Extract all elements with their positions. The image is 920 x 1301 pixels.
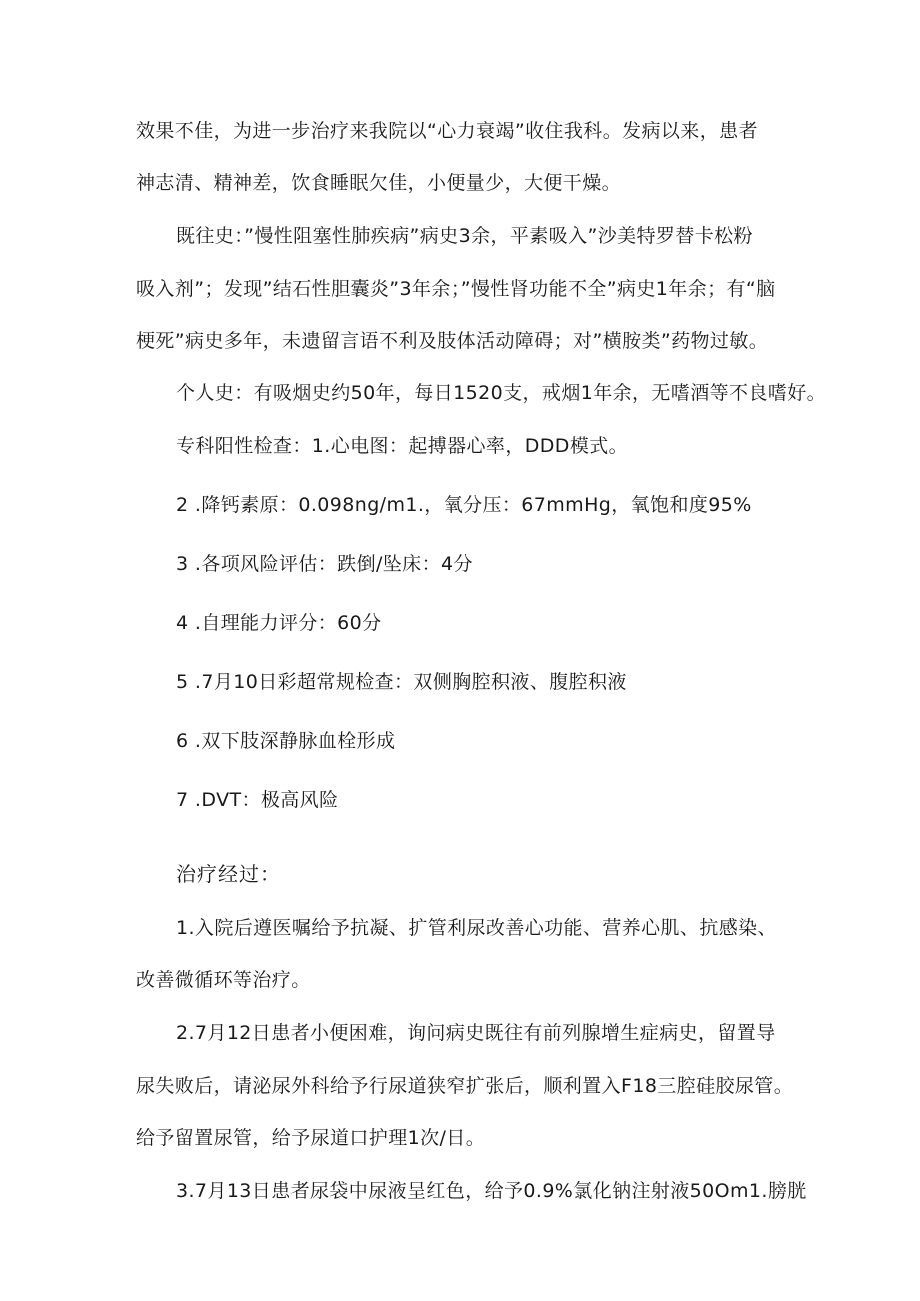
- exam-item: 6 .双下肢深静脉血栓形成: [176, 730, 396, 752]
- treatment-line: 尿失败后，请泌尿外科给予行尿道狭窄扩张后，顺利置入F18三腔硅胶尿管。: [136, 1075, 794, 1097]
- exam-item: 4 .自理能力评分：60分: [176, 612, 382, 634]
- treatment-line: 改善微循环等治疗。: [136, 969, 311, 991]
- treatment-heading: 治疗经过：: [176, 862, 281, 886]
- exam-item: 3 .各项风险评估：跌倒/坠床：4分: [176, 553, 473, 575]
- treatment-line: 给予留置尿管，给予尿道口护理1次/日。: [136, 1127, 486, 1149]
- exam-item: 7 .DVT：极高风险: [176, 789, 339, 811]
- past-history-line: 吸入剂”；发现”结石性胆囊炎”3年余；”慢性肾功能不全”病史1年余；有“脑: [136, 278, 776, 300]
- personal-history-line: 个人史：有吸烟史约50年，每日1520支，戒烟1年余，无嗜酒等不良嗜好。: [176, 382, 827, 404]
- treatment-line: 2.7月12日患者小便困难，询问病史既往有前列腺增生症病史，留置导: [176, 1022, 776, 1044]
- past-history-line: 既往史：”慢性阻塞性肺疾病”病史3余，平素吸入”沙美特罗替卡松粉: [176, 225, 753, 247]
- exam-item: 2 .降钙素原：0.098ng∕m1.，氧分压：67mmHg，氧饱和度95%: [176, 494, 752, 516]
- treatment-line: 3.7月13日患者尿袋中尿液呈红色，给予0.9%氯化钠注射液50Om1.膀胱: [176, 1180, 807, 1202]
- past-history-line: 梗死”病史多年，未遗留言语不利及肢体活动障碍；对”横胺类”药物过敏。: [136, 330, 769, 352]
- exam-item: 5 .7月10日彩超常规检查：双侧胸腔积液、腹腔积液: [176, 671, 627, 693]
- paragraph-line: 神志清、精神差，饮食睡眠欠佳，小便量少，大便干燥。: [136, 172, 622, 194]
- paragraph-line: 效果不佳，为进一步治疗来我院以“心力衰竭”收住我科。发病以来，患者: [136, 120, 758, 142]
- treatment-line: 1.入院后遵医嘱给予抗凝、扩管利尿改善心功能、营养心肌、抗感染、: [176, 917, 777, 939]
- exam-line: 专科阳性检查：1.心电图：起搏器心率，DDD模式。: [176, 435, 629, 457]
